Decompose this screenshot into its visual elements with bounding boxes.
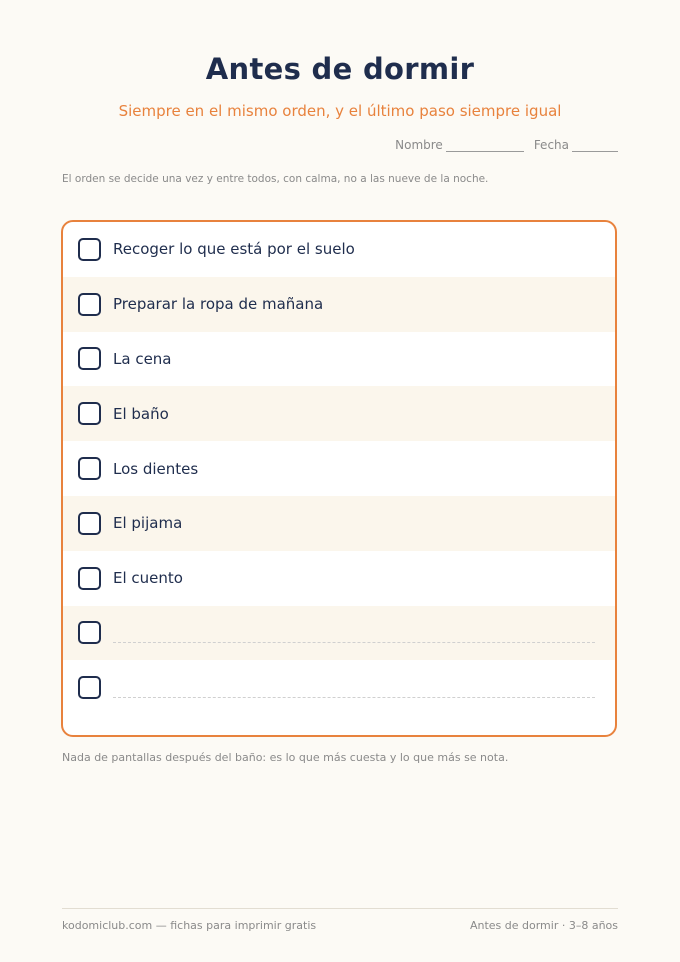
footer-divider — [62, 908, 618, 909]
footer-sheet-info: Antes de dormir · 3–8 años — [469, 919, 618, 932]
checkbox[interactable] — [78, 238, 101, 261]
checklist-item-label: El pijama — [113, 514, 183, 533]
checklist-item-blank[interactable] — [63, 606, 615, 661]
checklist-item[interactable] — [63, 551, 615, 606]
checkbox[interactable] — [78, 347, 101, 370]
checklist-item[interactable] — [63, 386, 615, 441]
blank-write-line[interactable] — [113, 696, 595, 698]
page-subtitle: Siempre en el mismo orden, y el último paso siempre igual — [118, 102, 562, 120]
checklist-item-blank[interactable] — [63, 660, 615, 715]
checklist-item[interactable] — [63, 332, 615, 387]
checklist-item[interactable] — [63, 222, 615, 277]
checkbox[interactable] — [78, 621, 101, 644]
date-blank-line[interactable] — [572, 139, 618, 152]
checkbox[interactable] — [78, 676, 101, 699]
checklist-item-label: La cena — [113, 349, 172, 368]
footer-site: kodomiclub.com — fichas para imprimir gratis — [62, 919, 317, 932]
checklist-item[interactable] — [63, 277, 615, 332]
checklist-item-label: El baño — [113, 404, 169, 423]
checklist-item[interactable] — [63, 441, 615, 496]
checklist-item-label: El cuento — [113, 569, 183, 588]
checklist-item[interactable] — [63, 496, 615, 551]
checklist — [61, 220, 617, 737]
checklist-item-label: Los dientes — [113, 459, 199, 478]
name-blank-line[interactable] — [446, 139, 524, 152]
page-title: Antes de dormir — [205, 52, 475, 86]
intro-text: El orden se decide una vez y entre todos, con calma, no a las nueve de la noche. — [62, 173, 489, 185]
footnote: Nada de pantallas después del baño: es lo que más cuesta y lo que más se nota. — [62, 751, 509, 764]
checkbox[interactable] — [78, 293, 101, 316]
checkbox[interactable] — [78, 512, 101, 535]
name-date-fields — [395, 138, 618, 152]
checkbox[interactable] — [78, 457, 101, 480]
checklist-item-label: Recoger lo que está por el suelo — [113, 240, 355, 259]
checklist-item-label: Preparar la ropa de mañana — [113, 295, 324, 314]
name-label: Nombre — [395, 138, 443, 152]
date-label: Fecha — [533, 138, 569, 152]
checkbox[interactable] — [78, 567, 101, 590]
checkbox[interactable] — [78, 402, 101, 425]
blank-write-line[interactable] — [113, 641, 595, 643]
